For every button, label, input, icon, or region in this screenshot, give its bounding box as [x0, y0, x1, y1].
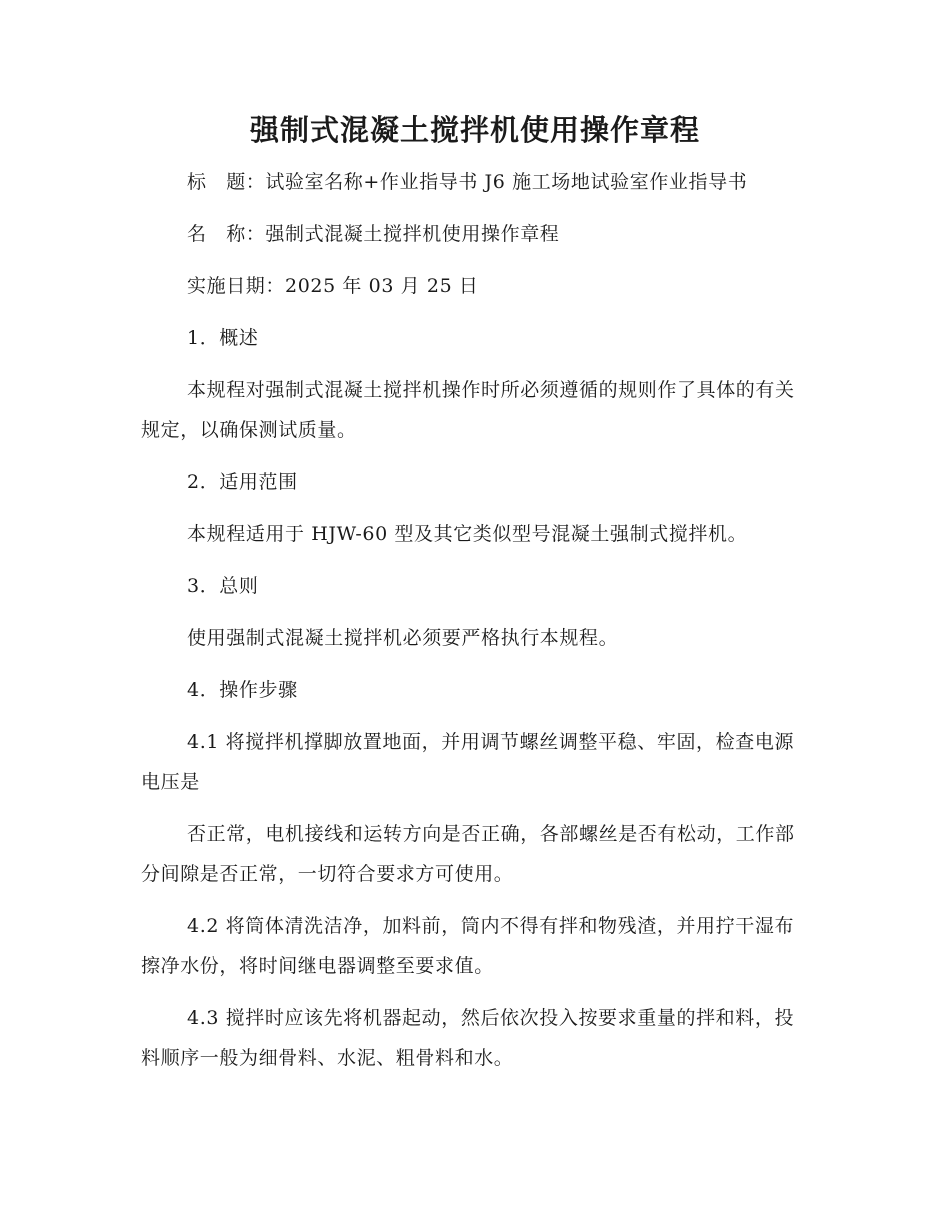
- document-body: [141, 162, 811, 1090]
- section-3-heading: 3．总则: [187, 575, 259, 597]
- section-2-heading: 2．适用范围: [187, 471, 298, 493]
- meta-name-line: 名 称：强制式混凝土搅拌机使用操作章程: [187, 223, 560, 245]
- meta-date-line: 实施日期：2025 年 03 月 25 日: [187, 275, 479, 297]
- step-4-3: 4.3 搅拌时应该先将机器起动，然后依次投入按要求重量的拌和料，投料顺序一般为细骨料、水泥、粗骨料和水。: [141, 1007, 795, 1069]
- section-4-heading: 4．操作步骤: [187, 679, 298, 701]
- step-4-1-part-a: 4.1 将搅拌机撑脚放置地面，并用调节螺丝调整平稳、牢固，检查电源电压是: [141, 731, 795, 793]
- step-4-1-part-b: 否正常，电机接线和运转方向是否正确，各部螺丝是否有松动，工作部分间隙是否正常，一切符合要求方可使用。: [141, 823, 795, 885]
- section-2-body: 本规程适用于 HJW-60 型及其它类似型号混凝土强制式搅拌机。: [187, 523, 748, 545]
- section-3-body: 使用强制式混凝土搅拌机必须要严格执行本规程。: [187, 627, 619, 649]
- document-title: 强制式混凝土搅拌机使用操作章程: [249, 113, 700, 147]
- step-4-2: 4.2 将筒体清洗洁净，加料前，筒内不得有拌和物残渣，并用拧干湿布擦净水份，将时间继电器调整至要求值。: [141, 915, 795, 977]
- section-1-body: 本规程对强制式混凝土搅拌机操作时所必须遵循的规则作了具体的有关规定，以确保测试质量。: [141, 379, 795, 441]
- section-1-heading: 1．概述: [187, 327, 259, 349]
- meta-title-line: 标 题：试验室名称+作业指导书 J6 施工场地试验室作业指导书: [187, 171, 748, 193]
